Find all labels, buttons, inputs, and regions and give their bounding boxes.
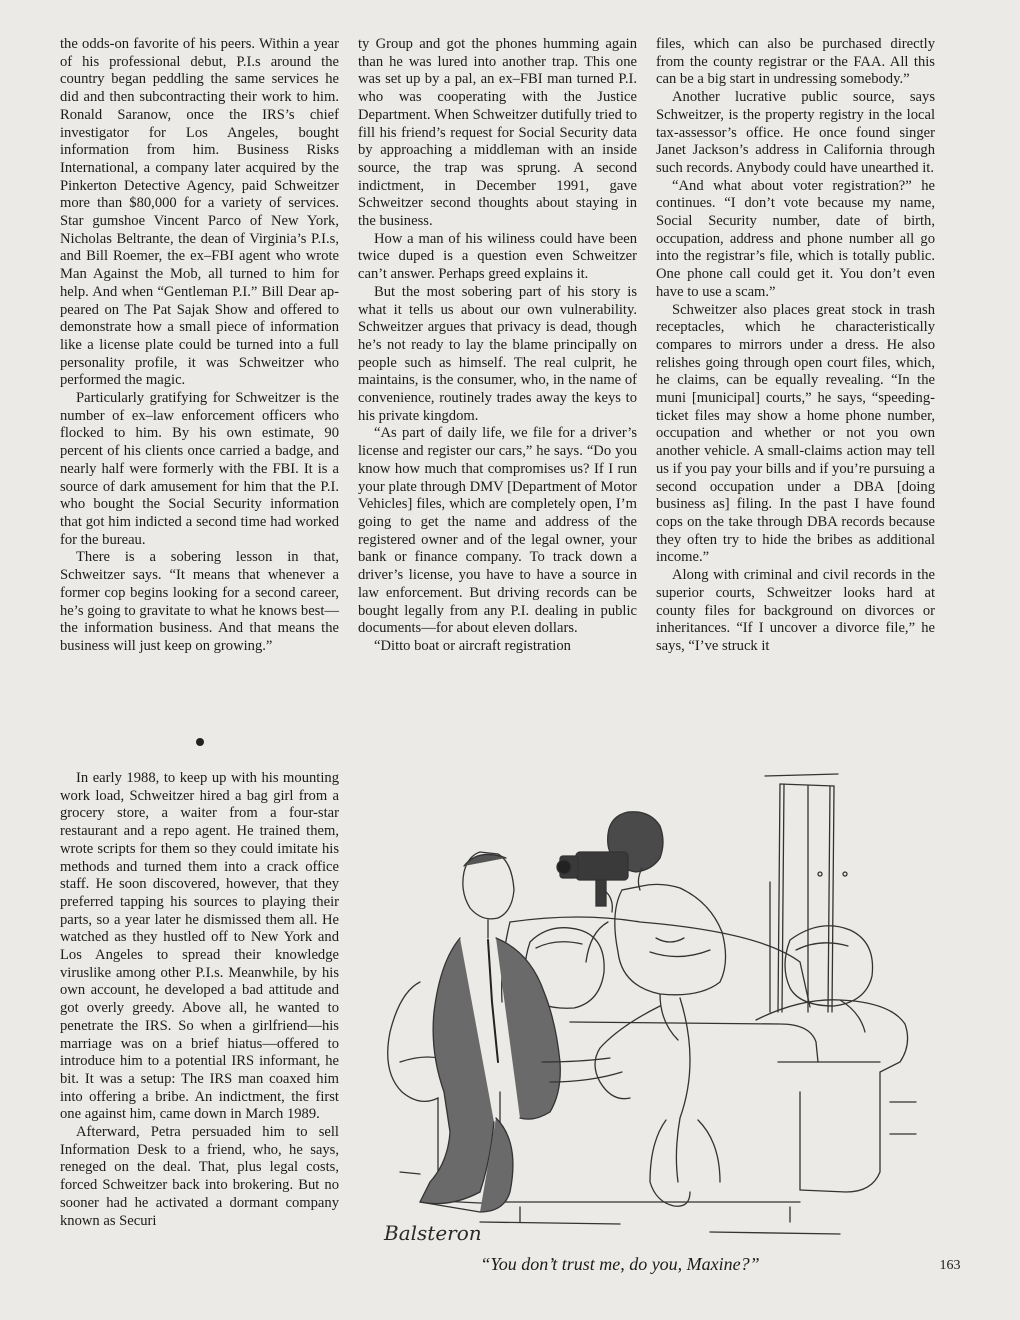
paragraph: But the most sobering part of his story is what it tells us about our own vulnerability. Schweitzer argues that privacy is dead, though he’s not ready to lay the blame principally on people such as himself. The real culprit, he maintains, is the consumer, who, in the name of convenience, routinely trades away the keys to his private kingdom. bbox=[358, 283, 637, 424]
paragraph: In early 1988, to keep up with his mounting work load, Schweitzer hired a bag girl from a grocery store, a waiter from a four-star restaurant and a repo agent. He trained them, wrote scripts for them so they could imitate his methods and turned them into a crack office staff. He soon discovered, however, that they preferred tapping his sources to playing their parts, so a year later he dismissed them all. He watched as they hustled off to New York and Los Angeles to spread their knowledge viruslike among other P.I.s. Meanwhile, by his own account, he developed a bad attitude and got overly greedy. Above all, he wanted to penetrate the IRS. So when a girlfriend—his marriage was on a brief hiatus—offered to introduce him to a potential IRS informant, he bit. It was a setup: The IRS man coaxed him into offering a bribe. An indictment, the first one against him, came down in March 1989. bbox=[60, 770, 339, 1123]
cartoon-drawing bbox=[360, 762, 950, 1252]
article-column-2 bbox=[358, 36, 637, 656]
cartoon-caption: “You don’t trust me, do you, Maxine?” bbox=[480, 1254, 760, 1274]
paragraph: “And what about voter registration?” he continues. “I don’t vote because my name, Social Security number, date of birth, occupation, address and phone number all go into the registrar’s file, which is totally public. One phone call could get it. You don’t even have to use a scam.” bbox=[656, 177, 935, 300]
paragraph: “Ditto boat or aircraft registration bbox=[374, 637, 571, 654]
paragraph: ty Group and got the phones humming again than he was lured into another trap. This one was set up by a pal, an ex–FBI man turned P.I. who was cooperating with the Justice Department. When Schweitzer dutifully tried to fill his friend’s request for Social Security data by approaching a middleman with an inside source, the trap was sprung. A second indictment, in December 1991, gave Schweitzer second thoughts about staying in the business. bbox=[358, 36, 637, 230]
paragraph: Particularly gratifying for Schweitzer is the number of ex–law enforcement officers who flocked to him. By his own estimate, 90 percent of his clients once carried a badge, and nearly half were formerly with the FBI. It is a source of dark amusement for him that the P.I. who bought the Social Security information that got him indicted a second time had worked for the bureau. bbox=[60, 390, 339, 548]
article-column-4 bbox=[60, 770, 339, 1230]
page-number: 163 bbox=[939, 1258, 961, 1273]
article-column-1 bbox=[60, 36, 339, 656]
paragraph: Schweitzer also places great stock in trash receptacles, which he characteristically compares to mirrors under a dress. He also relishes going through open court files, which, he claims, can be equally revealing. “In the muni [municipal] courts,” he says, “speeding-ticket files may show a home phone number, occupation and whether or not you own another vehicle. A small-claims action may tell us if you pay your bills and if you’re pursuing a second occupation under a DBA [doing business as] filing. In the past I have found cops on the take through DBA records because they often try to hide the bribes as additional income.” bbox=[656, 301, 935, 566]
paragraph: There is a sobering lesson in that, Schweitzer says. “It means that whenever a former cop begins looking for a second career, he’s going to gravitate to what he knows best—the information business. And that means the business will just keep on growing.” bbox=[60, 549, 339, 654]
paragraph: “As part of daily life, we file for a driver’s license and register our cars,” he says. “Do you know how much that compromises us? If I run your plate through DMV [Department of Motor Vehicles] files, which are completely open, I’m going to get the name and address of the registered owner and of the legal owner, your bank or finance company. To track down a driver’s license, you have to have a source in law enforcement. But driving records can be bought legally from any P.I. dealing in public documents—for about eleven dollars. bbox=[358, 425, 637, 637]
paragraph: Along with criminal and civil records in the superior courts, Schweitzer looks hard at county files for background on divorces or inheritances. “If I uncover a divorce file,” he says, “I’ve struck it bbox=[656, 567, 935, 654]
paragraph: Afterward, Petra persuaded him to sell Information Desk to a friend, who, he says, reneged on the deal. That, plus legal costs, forced Schweitzer back into brokering. But no sooner had he activated a dormant company known as Securi bbox=[60, 1124, 339, 1229]
paragraph: Another lucrative public source, says Schweitzer, is the property registry in the local tax-assessor’s office. He once found singer Janet Jackson’s address in California through such records. Anybody could have unearthed it. bbox=[656, 89, 935, 176]
cartoon-signature: Balsteron bbox=[384, 1221, 482, 1245]
paragraph: How a man of his wiliness could have been twice duped is a question even Schweitzer can’t answer. Perhaps greed explains it. bbox=[358, 230, 637, 283]
cartoon-illustration bbox=[360, 762, 950, 1252]
paragraph: files, which can also be purchased directly from the county registrar or the FAA. All this can be a big start in undressing somebody.” bbox=[656, 36, 935, 88]
section-break-bullet bbox=[196, 738, 204, 746]
article-column-3 bbox=[656, 36, 935, 656]
paragraph: the odds-on favorite of his peers. Within a year of his professional debut, P.I.s around the country began peddling the same services he did and then subcontracting their work to him. Ronald Saranow, once the IRS’s chief investigator for Los Angeles, bought information from him. Business Risks International, a company later acquired by the Pinkerton Detective Agency, paid Schweitzer more than $80,000 for a variety of services. Star gumshoe Vincent Parco of New York, Nicholas Beltrante, the dean of Virginia’s P.I.s, and Bill Roemer, the ex–FBI agent who wrote Man Against the Mob, all turned to him for help. And when “Gentleman P.I.” Bill Dear appeared on The Pat Sajak Show and offered to demonstrate how a small piece of information like a license plate could be turned into a full personality profile, it was Schweitzer who performed the magic. bbox=[60, 36, 339, 389]
